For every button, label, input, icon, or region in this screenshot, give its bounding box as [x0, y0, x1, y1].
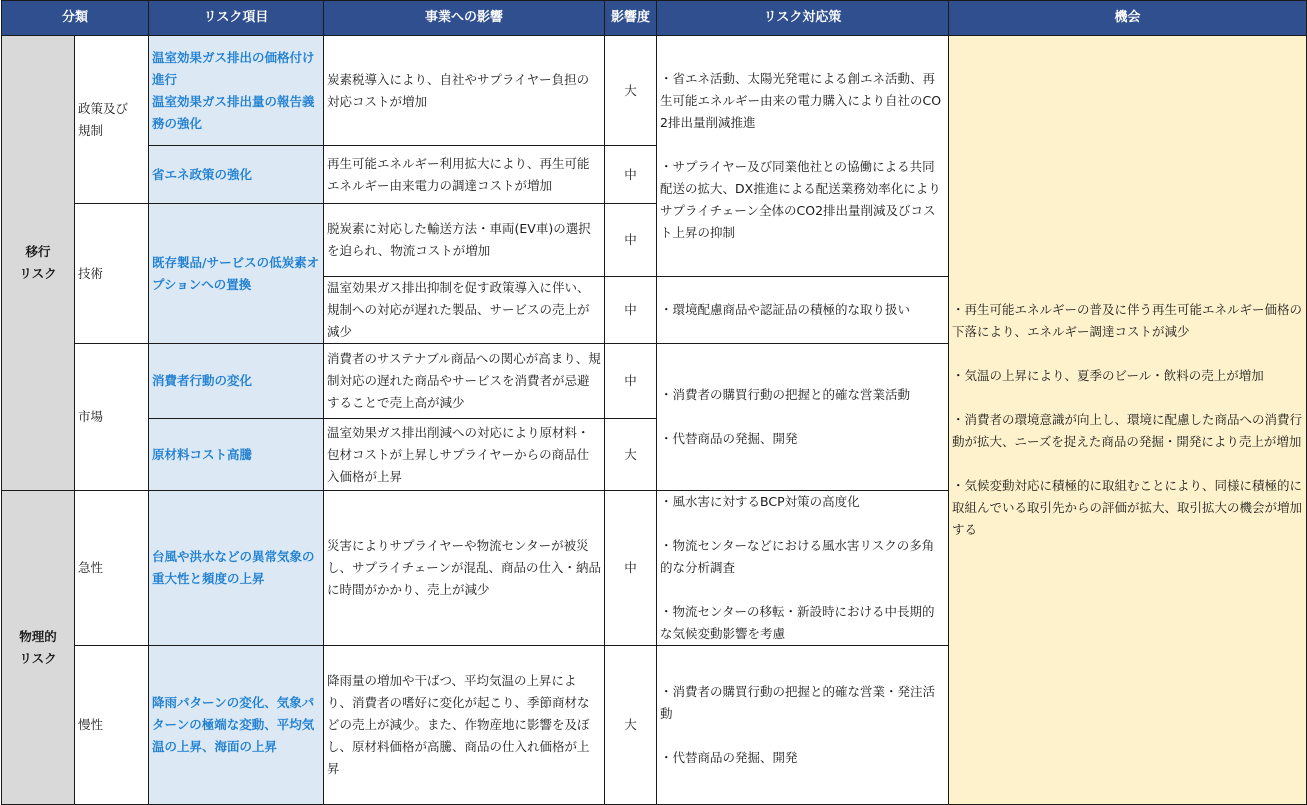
header-opportunity: 機会 — [949, 1, 1307, 36]
impact-policy-sales-decline: 温室効果ガス排出抑制を促す政策導入に伴い、規制への対応が遅れた製品、サービスの売上が減少 — [324, 277, 605, 344]
header-impact-degree: 影響度 — [605, 1, 657, 36]
countermeasure-emission-reduction: ・省エネ活動、太陽光発電による創エネ活動、再生可能エネルギー由来の電力購入により自社のCO2排出量削減推進 ・サプライヤー及び同業他社との協働による共同配送の拡大、DX推進による配送業務効率化によりサプライチェーン全体のCO2排出量削減及びコスト上昇の抑制 — [657, 36, 949, 277]
degree-value: 中 — [605, 344, 657, 419]
header-category: 分類 — [2, 1, 149, 36]
impact-carbon-tax: 炭素税導入により、自社やサプライヤー負担の対応コストが増加 — [324, 36, 605, 146]
countermeasure-bcp: ・風水害に対するBCP対策の高度化 ・物流センターなどにおける風水害リスクの多角的な分析調査 ・物流センターの移転・新設時における中長期的な気候変動影響を考慮 — [657, 491, 949, 646]
risk-item-energy-policy: 省エネ政策の強化 — [149, 146, 324, 204]
opportunities: ・再生可能エネルギーの普及に伴う再生可能エネルギー価格の下落により、エネルギー調達コストが減少 ・気温の上昇により、夏季のビール・飲料の売上が増加 ・消費者の環境意識が向上し、環境に配慮した商品への消費行動が拡大、ニーズを捉えた商品の発掘・開発により売上が増加 ・気候変動対応に積極的に取組むことにより、同様に積極的に取組んでいる取引先からの評価が拡大、取引拡大の機会が増加する — [949, 36, 1307, 805]
degree-value: 大 — [605, 36, 657, 146]
impact-material-cost: 温室効果ガス排出削減への対応により原材料・包材コストが上昇しサプライヤーからの商品仕入価格が上昇 — [324, 419, 605, 491]
countermeasure-market: ・消費者の購買行動の把握と的確な営業活動 ・代替商品の発掘、開発 — [657, 344, 949, 491]
risk-item-low-carbon-substitution: 既存製品/サービスの低炭素オプションへの置換 — [149, 204, 324, 344]
subcategory-technology: 技術 — [75, 204, 149, 344]
impact-logistics-cost: 脱炭素に対応した輸送方法・車両(EV車)の選択を迫られ、物流コストが増加 — [324, 204, 605, 277]
group-transition-risk: 移行 リスク — [2, 36, 75, 491]
risk-item-material-cost: 原材料コスト高騰 — [149, 419, 324, 491]
impact-consumer-avoidance: 消費者のサステナブル商品への関心が高まり、規制対応の遅れた商品やサービスを消費者が忌避することで売上高が減少 — [324, 344, 605, 419]
degree-value: 中 — [605, 491, 657, 646]
risk-item-climate-patterns: 降雨パターンの変化、気象パターンの極端な変動、平均気温の上昇、海面の上昇 — [149, 646, 324, 805]
subcategory-policy: 政策及び 規制 — [75, 36, 149, 204]
header-countermeasure: リスク対応策 — [657, 1, 949, 36]
countermeasure-chronic: ・消費者の購買行動の把握と的確な営業・発注活動 ・代替商品の発掘、開発 — [657, 646, 949, 805]
subcategory-acute: 急性 — [75, 491, 149, 646]
table-row — [2, 36, 1307, 146]
subcategory-chronic: 慢性 — [75, 646, 149, 805]
risk-item-extreme-weather: 台風や洪水などの異常気象の重大性と頻度の上昇 — [149, 491, 324, 646]
impact-renewable-cost: 再生可能エネルギー利用拡大により、再生可能エネルギー由来電力の調達コストが増加 — [324, 146, 605, 204]
header-risk-item: リスク項目 — [149, 1, 324, 36]
impact-disaster: 災害によりサプライヤーや物流センターが被災し、サプライチェーンが混乱、商品の仕入・納品に時間がかかり、売上が減少 — [324, 491, 605, 646]
degree-value: 大 — [605, 419, 657, 491]
group-physical-risk: 物理的 リスク — [2, 491, 75, 805]
impact-climate-patterns: 降雨量の増加や干ばつ、平均気温の上昇により、消費者の嗜好に変化が起こり、季節商材などの売上が減少。また、作物産地に影響を及ぼし、原材料価格が高騰、商品の仕入れ価格が上昇 — [324, 646, 605, 805]
subcategory-market: 市場 — [75, 344, 149, 491]
risk-item-consumer-behavior: 消費者行動の変化 — [149, 344, 324, 419]
risk-item-carbon-pricing: 温室効果ガス排出の価格付け進行 温室効果ガス排出量の報告義務の強化 — [149, 36, 324, 146]
degree-value: 大 — [605, 646, 657, 805]
header-business-impact: 事業への影響 — [324, 1, 605, 36]
countermeasure-eco-products: ・環境配慮商品や認証品の積極的な取り扱い — [657, 277, 949, 344]
degree-value: 中 — [605, 204, 657, 277]
header-row — [2, 1, 1307, 36]
degree-value: 中 — [605, 277, 657, 344]
climate-risk-table — [1, 0, 1307, 805]
degree-value: 中 — [605, 146, 657, 204]
